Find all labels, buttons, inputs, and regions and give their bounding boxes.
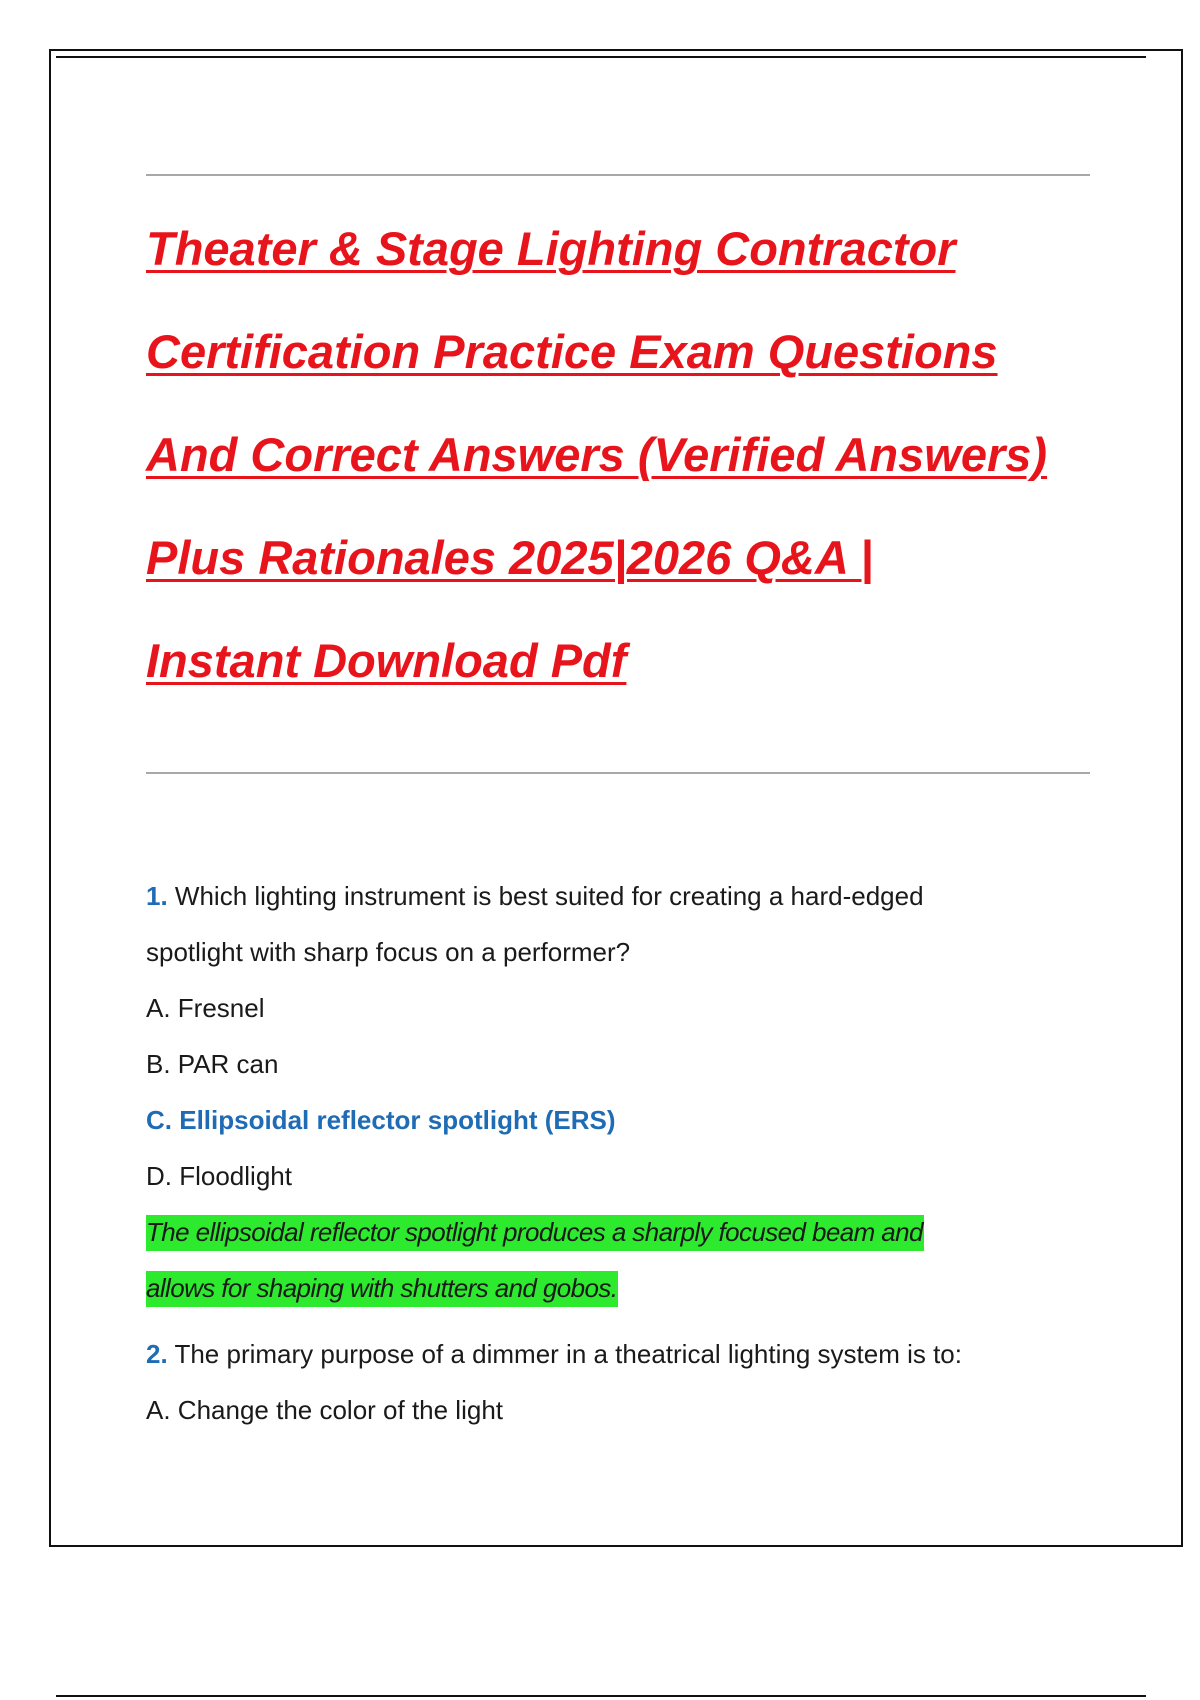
question-1-stem [146, 876, 1106, 932]
title-line: Theater & Stage Lighting Contractor [146, 222, 956, 275]
question-2-stem [146, 1334, 1106, 1390]
question-text: Which lighting instrument is best suited for creating a hard-edged [174, 881, 924, 911]
question-number: 1. [146, 881, 168, 911]
document-title [146, 210, 1106, 725]
title-top-divider [146, 174, 1090, 176]
answer-option: B. PAR can [146, 1049, 279, 1079]
header-rule [56, 56, 1146, 58]
title-line: Instant Download Pdf [146, 634, 627, 687]
answer-option-correct: C. Ellipsoidal reflector spotlight (ERS) [146, 1105, 616, 1135]
title-line: Plus Rationales 2025|2026 Q&A | [146, 531, 874, 584]
question-list [146, 876, 1106, 1446]
rationale-line: The ellipsoidal reflector spotlight produces a sharply focused beam and [146, 1212, 1106, 1268]
question-number: 2. [146, 1339, 168, 1369]
title-line: Certification Practice Exam Questions [146, 325, 998, 378]
rationale-line: allows for shaping with shutters and gobos. [146, 1268, 1106, 1324]
answer-option: D. Floodlight [146, 1161, 292, 1191]
answer-option: A. Change the color of the light [146, 1395, 504, 1425]
title-bottom-divider [146, 772, 1090, 774]
title-line: And Correct Answers (Verified Answers) [146, 428, 1048, 481]
question-text: The primary purpose of a dimmer in a theatrical lighting system is to: [174, 1339, 962, 1369]
footer-rule [56, 1695, 1146, 1697]
answer-option: A. Fresnel [146, 993, 265, 1023]
question-1-stem-continued: spotlight with sharp focus on a performer? [146, 937, 631, 967]
